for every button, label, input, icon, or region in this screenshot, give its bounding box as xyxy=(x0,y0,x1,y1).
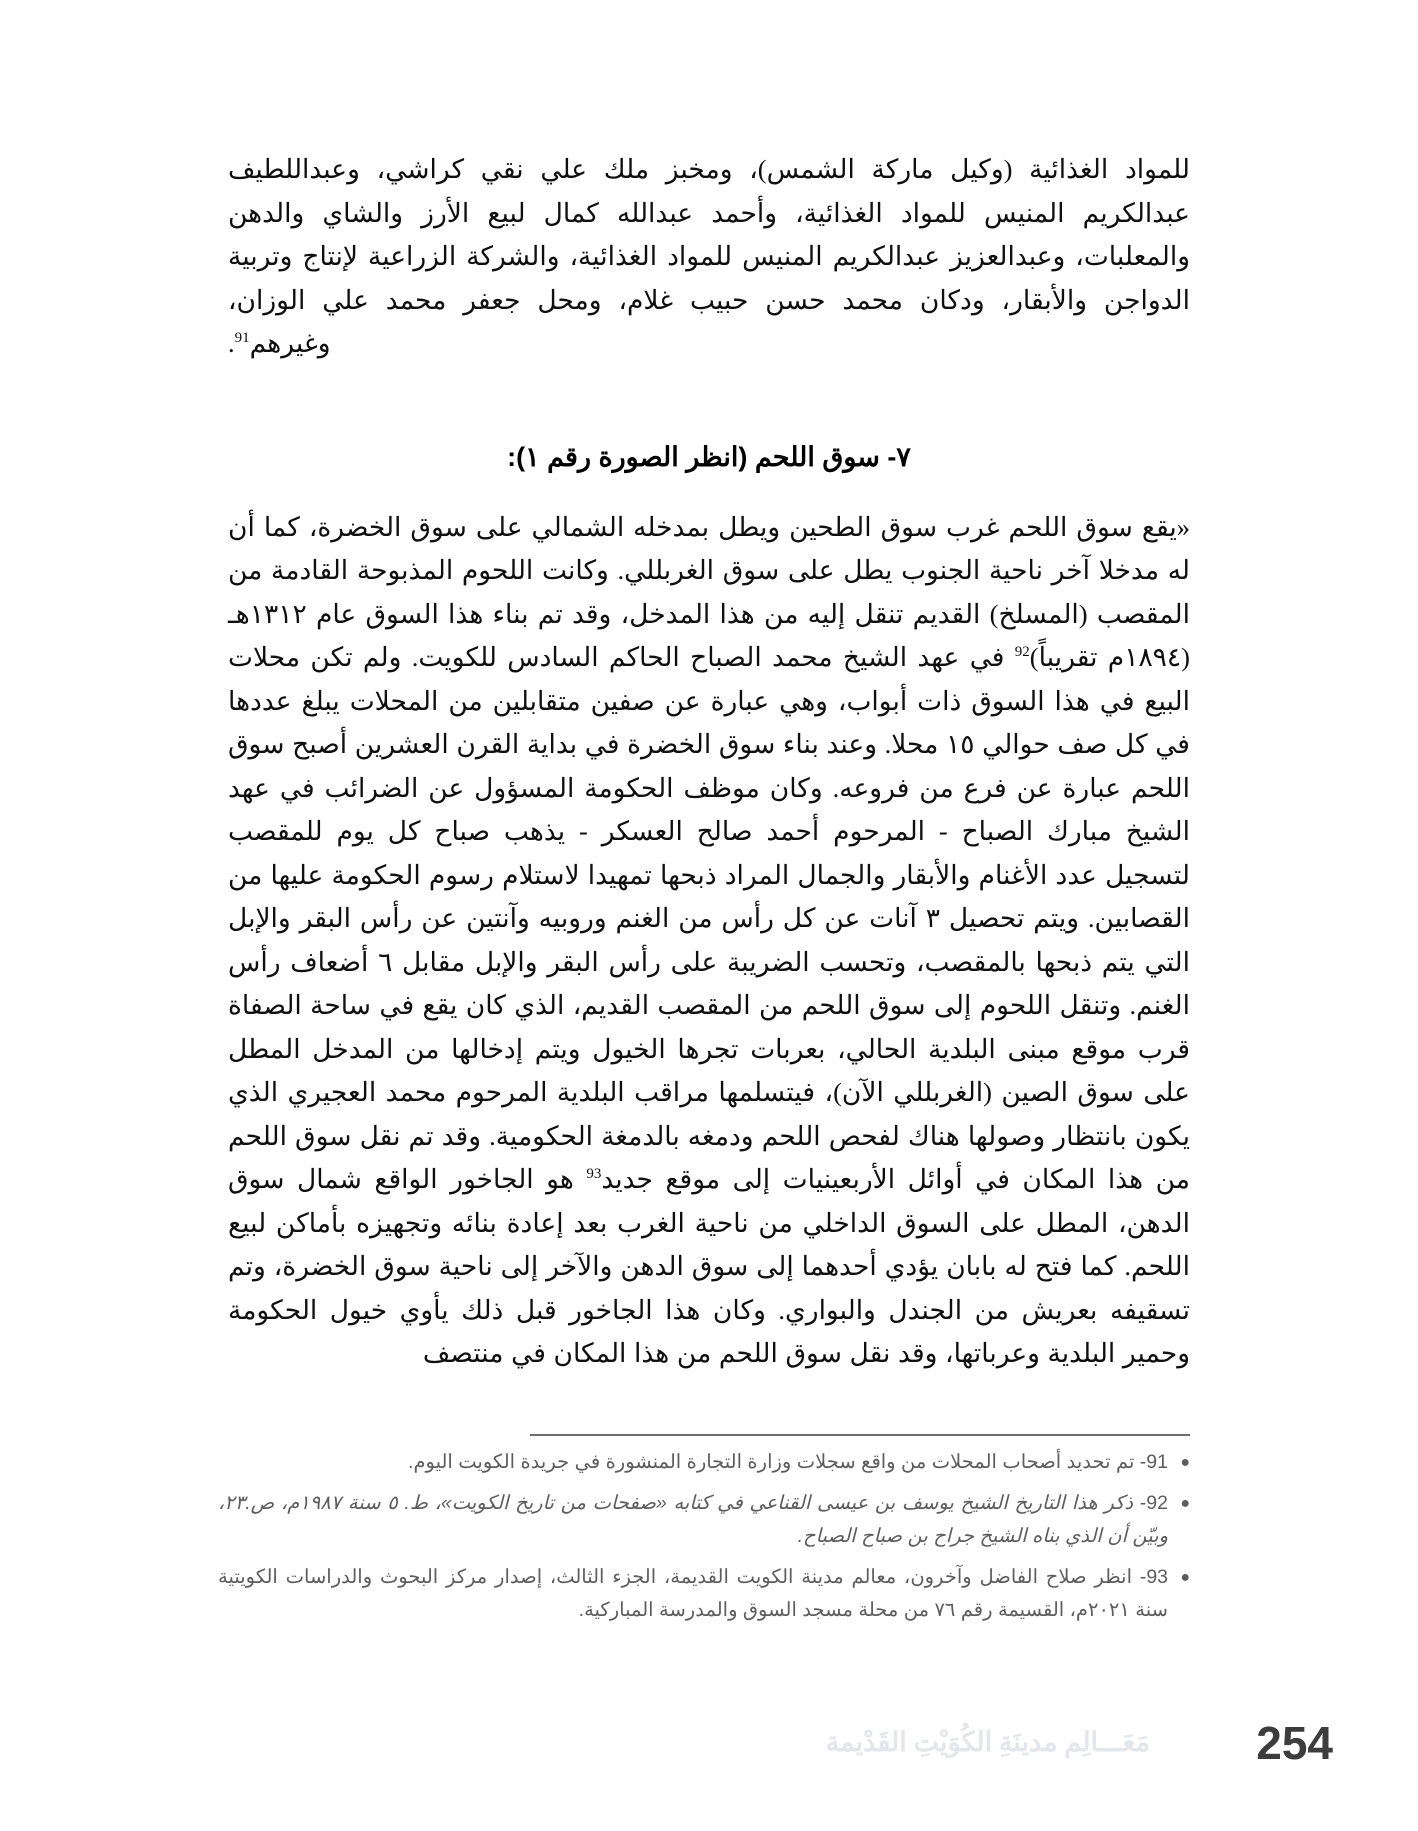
footnote-marker-92: 92 xyxy=(1014,644,1030,661)
quote-paragraph xyxy=(228,506,1190,1376)
quote-part-1: «يقع سوق اللحم غرب سوق الطحين ويطل بمدخله الشمالي على سوق الخضرة، كما أن له مدخلا آخر ناحية الجنوب يطل على سوق الغربللي. وكانت اللحوم المذبوحة القادمة من المقصب (المسلخ) القديم تنقل إليه من هذا المدخل، وقد تم بناء هذا السوق عام ١٣١٢هـ (١٨٩٤م تقريباً) xyxy=(228,511,1190,672)
page-footer xyxy=(0,1679,1418,1769)
intro-paragraph-text: للمواد الغذائية (وكيل ماركة الشمس)، ومخبز ملك علي نقي كراشي، وعبداللطيف عبدالكريم المنيس للمواد الغذائية، وأحمد عبدالله كمال لبيع الأرز والشاي والدهن والمعلبات، وعبدالعزيز عبدالكريم المنيس للمواد الغذائية، والشركة الزراعية لإنتاج وتربية الدواجن والأبقار، ودكان محمد حسن حبيب غلام، ومحل جعفر محمد علي الوزان، وغيرهم xyxy=(228,154,1190,358)
footnote-text: تم تحديد أصحاب المحلات من واقع سجلات وزارة التجارة المنشورة في جريدة الكويت اليوم. xyxy=(408,1451,1135,1473)
footnote-marker-93: 93 xyxy=(586,1166,602,1183)
footnote-bullet-icon: ● xyxy=(1180,1454,1190,1471)
footnote-item xyxy=(218,1487,1190,1553)
quote-part-3: هو الجاخور الواقع شمال سوق الدهن، المطل على السوق الداخلي من ناحية الغرب بعد إعادة بنائه وتجهيزه بأماكن لبيع اللحم. كما فتح له بابان يؤدي أحدهما إلى سوق الدهن والآخر إلى ناحية سوق الخضرة، وتم تسقيفه بعريش من الجندل والبواري. وكان هذا الجاخور قبل ذلك يأوي خيول الحكومة وحمير البلدية وعرباتها، وقد نقل سوق اللحم من هذا المكان في منتصف xyxy=(228,1164,1190,1368)
footnote-number: 92- xyxy=(1139,1492,1168,1514)
section-heading: ٧- سوق اللحم (انظر الصورة رقم ١): xyxy=(507,441,911,472)
footer-book-title: مَعَـــالِم مدينَةِ الكُوَيْتِ القَدْيمة xyxy=(825,1727,1150,1757)
footnote-number: 93- xyxy=(1139,1566,1169,1588)
spacer xyxy=(228,366,1190,440)
page-number: 254 xyxy=(1256,1717,1333,1769)
footnote-marker-91: 91 xyxy=(234,330,250,347)
footnote-bullet-icon: ● xyxy=(1180,1569,1190,1586)
footnote-text: انظر صلاح الفاضل وآخرون، معالم مدينة الكويت القديمة، الجزء الثالث، إصدار مركز البحوث والدراسات الكويتية سنة ٢٠٢١م، القسيمة رقم ٧٦ من محلة مسجد السوق والمدرسة المباركية. xyxy=(218,1566,1168,1621)
footnote-number: 91- xyxy=(1139,1451,1168,1473)
intro-paragraph xyxy=(228,148,1190,366)
spacer xyxy=(228,474,1190,506)
footnote-item xyxy=(218,1561,1190,1627)
footnote-separator-rule xyxy=(530,1434,1190,1436)
intro-paragraph-tail: . xyxy=(228,328,235,358)
footnotes-section xyxy=(218,1434,1190,1635)
footnote-bullet-icon: ● xyxy=(1180,1495,1190,1512)
footnote-text: ذكر هذا التاريخ الشيخ يوسف بن عيسى القناعي في كتابه «صفحات من تاريخ الكويت»، ط. ٥ سنة ١٩٨٧م، ص.٢٣، وبيّن أن الذي بناه الشيخ جراح بن صباح الصباح. xyxy=(218,1492,1168,1547)
page-content xyxy=(228,148,1190,1376)
footnote-item xyxy=(218,1446,1190,1479)
quote-part-2: في عهد الشيخ محمد الصباح الحاكم السادس للكويت. ولم تكن محلات البيع في هذا السوق ذات أبواب، وهي عبارة عن صفين متقابلين من المحلات يبلغ عددها في كل صف حوالي ١٥ محلا. وعند بناء سوق الخضرة في بداية القرن العشرين أصبح سوق اللحم عبارة عن فرع من فروعه. وكان موظف الحكومة المسؤول عن الضرائب في عهد الشيخ مبارك الصباح - المرحوم أحمد صالح العسكر - يذهب صباح كل يوم للمقصب لتسجيل عدد الأغنام والأبقار والجمال المراد ذبحها تمهيدا لاستلام رسوم الحكومة عليها من القصابين. ويتم تحصيل ٣ آنات عن كل رأس من الغنم وروبيه وآنتين عن رأس البقر والإبل التي يتم ذبحها بالمقصب، وتحسب الضريبة على رأس البقر والإبل مقابل ٦ أضعاف رأس الغنم. وتنقل اللحوم إلى سوق اللحم من المقصب القديم، الذي كان يقع في ساحة الصفاة قرب موقع مبنى البلدية الحالي، بعربات تجرها الخيول ويتم إدخالها من المدخل المطل على سوق الصين (الغربللي الآن)، فيتسلمها مراقب البلدية المرحوم محمد العجيري الذي يكون بانتظار وصولها هناك لفحص اللحم ودمغه بالدمغة الحكومية. وقد تم نقل سوق اللحم من هذا المكان في أوائل الأربعينيات إلى موقع جديد xyxy=(228,642,1191,1194)
